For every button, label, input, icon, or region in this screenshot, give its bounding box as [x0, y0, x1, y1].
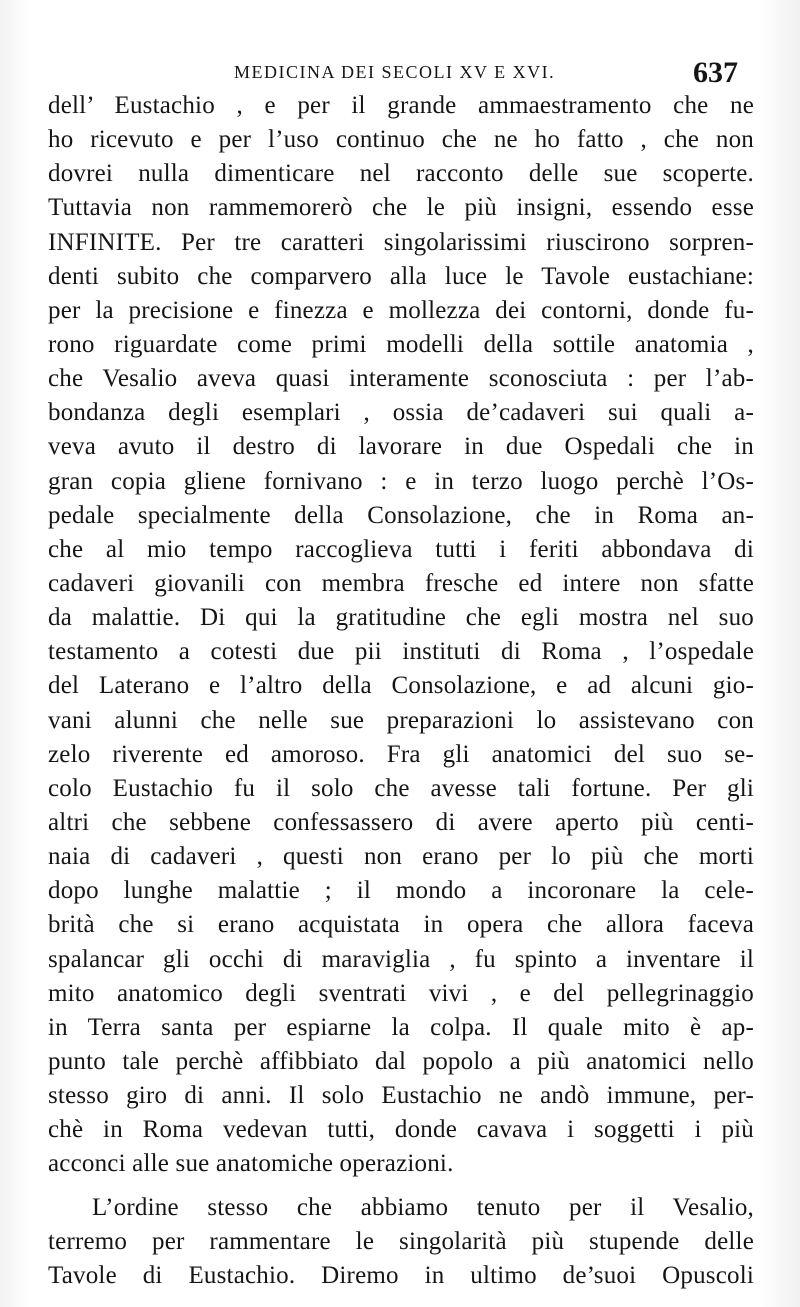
text-line: terremo per rammentare le singolarità più stupende delle: [48, 1227, 754, 1255]
text-line: INFINITE. Per tre caratteri singolarissimi riuscirono sorpren-: [48, 228, 754, 256]
text-line: ho ricevuto e per l’uso continuo che ne ho fatto , che non: [48, 126, 754, 154]
text-line: chè in Roma vedevan tutti, donde cavava i soggetti i più: [48, 1116, 754, 1144]
text-line: gran copia gliene fornivano : e in terzo luogo perchè l’Os-: [48, 467, 754, 495]
text-line: da malattie. Di qui la gratitudine che egli mostra nel suo: [48, 604, 754, 632]
text-line: per la precisione e finezza e mollezza dei contorni, donde fu-: [48, 296, 754, 324]
text-line: naia di cadaveri , questi non erano per lo più che morti: [48, 843, 754, 871]
text-line: stesso giro di anni. Il solo Eustachio ne andò immune, per-: [48, 1082, 754, 1110]
text-line: cadaveri giovanili con membra fresche ed intere non sfatte: [48, 569, 754, 597]
text-line: punto tale perchè affibbiato dal popolo a più anatomici nello: [48, 1047, 754, 1075]
text-line: testamento a cotesti due pii instituti di Roma , l’ospedale: [48, 638, 754, 666]
paragraph-gap: [48, 1182, 754, 1191]
text-line: Tavole di Eustachio. Diremo in ultimo de’suoi Opuscoli: [48, 1261, 754, 1289]
text-line: colo Eustachio fu il solo che avesse tali fortune. Per gli: [48, 774, 754, 802]
text-line: acconci alle sue anatomiche operazioni.: [48, 1150, 454, 1178]
page-number: 637: [693, 56, 738, 89]
text-line: rono riguardate come primi modelli della sottile anatomia ,: [48, 330, 754, 358]
text-line: denti subito che comparvero alla luce le Tavole eustachiane:: [48, 262, 754, 290]
text-line: spalancar gli occhi di maraviglia , fu spinto a inventare il: [48, 945, 754, 973]
text-line: mito anatomico degli sventrati vivi , e del pellegrinaggio: [48, 979, 754, 1007]
text-line: dopo lunghe malattie ; il mondo a incoronare la cele-: [48, 877, 754, 905]
text-line: Tuttavia non rammemorerò che le più insigni, essendo esse: [48, 194, 754, 222]
text-line: che al mio tempo raccoglieva tutti i feriti abbondava di: [48, 535, 754, 563]
text-line: che Vesalio aveva quasi interamente sconosciuta : per l’ab-: [48, 365, 754, 393]
text-line: dell’ Eustachio , e per il grande ammaestramento che ne: [48, 92, 754, 119]
text-line: altri che sebbene confessassero di avere aperto più centi-: [48, 808, 754, 836]
text-line: del Laterano e l’altro della Consolazione, e ad alcuni gio-: [48, 672, 754, 700]
page-body: [48, 89, 754, 1293]
running-head: MEDICINA DEI SECOLI XV E XVI.: [234, 62, 556, 82]
text-line: vani alunni che nelle sue preparazioni lo assistevano con: [48, 706, 754, 734]
text-line: L’ordine stesso che abbiamo tenuto per il Vesalio,: [92, 1193, 754, 1221]
text-line: in Terra santa per espiarne la colpa. Il quale mito è ap-: [48, 1013, 754, 1041]
text-line: bondanza degli esemplari , ossia de’cadaveri sui quali a-: [48, 399, 754, 427]
text-line: pedale specialmente della Consolazione, che in Roma an-: [48, 501, 754, 529]
text-line: brità che si erano acquistata in opera che allora faceva: [48, 911, 754, 939]
text-line: zelo riverente ed amoroso. Fra gli anatomici del suo se-: [48, 740, 754, 768]
text-line: veva avuto il destro di lavorare in due Ospedali che in: [48, 433, 754, 461]
text-line: dovrei nulla dimenticare nel racconto delle sue scoperte.: [48, 160, 754, 188]
